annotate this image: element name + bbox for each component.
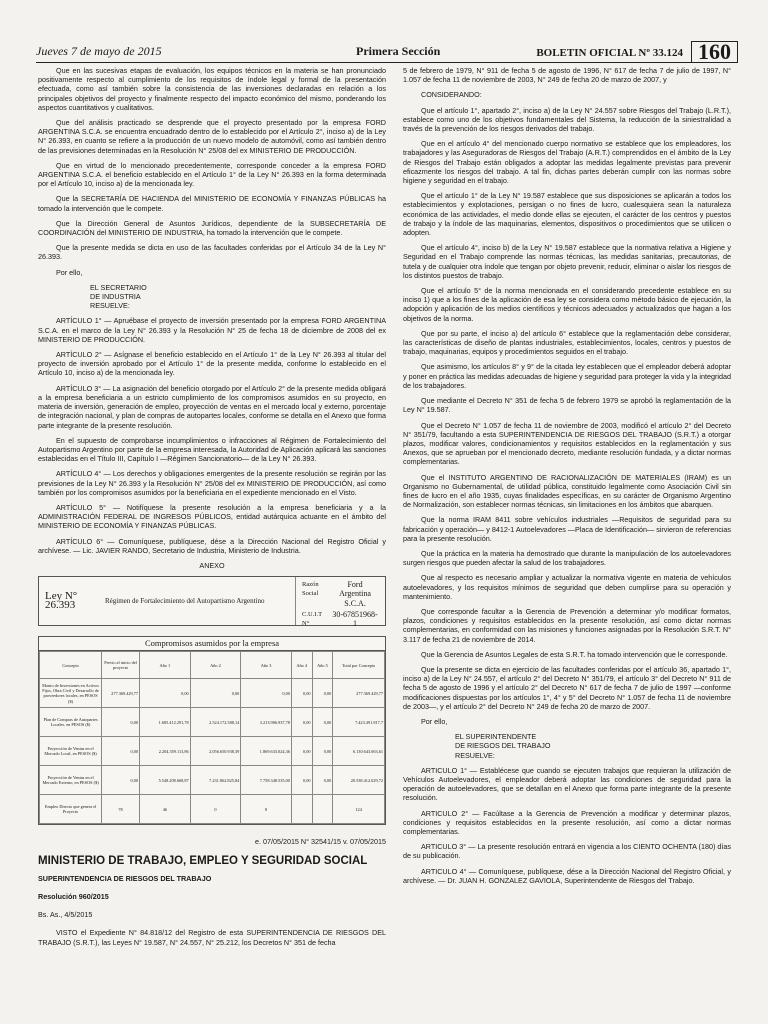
table-cell: 277.369.429,77	[102, 679, 140, 708]
paragraph: Por ello,	[421, 716, 448, 726]
table-header-row	[40, 652, 385, 679]
cuit-label: C.U.I.T N°	[302, 610, 322, 627]
razon-value: Ford Argentina S.C.A.	[339, 580, 371, 608]
page-header	[36, 40, 738, 63]
table-cell: Proyección de Ventas en el Mercado Externo, en PESOS ($)	[40, 766, 102, 795]
anexo-title: ANEXO	[199, 560, 225, 570]
table-cell: 0,00	[241, 679, 292, 708]
table-cell: Monto de Inversiones en Activos Fijos, Obra Civil y Desarrollo de proveedores locales, en PESOS ($)	[40, 679, 102, 708]
table-cell: 1.869.633.024,36	[241, 737, 292, 766]
article: ARTICULO 1° — Establécese que cuando se ejecuten trabajos que requieran la utilización de Vehículos Autoelevadores, el empleador deberá adoptar las condiciones de seguridad para la operación de autoelevadores, que se detallan en el Anexo que forma parte integrante de la presente resolución.	[403, 765, 731, 803]
table-cell: 7.423.491.817,7	[333, 708, 385, 737]
column-header: Total por Concepto	[333, 652, 385, 679]
table-cell: Proyección de Ventas en el Mercado Local, en PESOS ($)	[40, 737, 102, 766]
table-cell: 2.524.172.588,14	[190, 708, 241, 737]
table-cell: 0,00	[102, 708, 140, 737]
paragraph: Que asimismo, los artículos 8° y 9° de la citada ley establecen que el empleador deberá adoptar y poner en práctica las medidas adecuadas de higiene y seguridad para proteger la vida y la integridad de los trabajadores.	[403, 362, 731, 390]
paragraph: Que en las sucesivas etapas de evaluación, los equipos técnicos en la materia se han pronunciado positivamente respecto al cumplimiento de los requisitos de índole legal y formal de la presentación efectuada, como así también sobre la consistencia de las inversiones declaradas en relación a los principales objetivos del proyecto y finalmente respecto del impacto económico del mismo, ponderando los aspectos cuantitativos y cualitativos.	[38, 66, 386, 112]
considerando-heading: CONSIDERANDO:	[421, 90, 482, 100]
table-cell: 0,00	[312, 737, 333, 766]
table-cell: 0,00	[140, 679, 191, 708]
table-cell	[312, 795, 333, 824]
table-cell: 0,00	[312, 708, 333, 737]
article: ARTÍCULO 2° — Asígnase el beneficio establecido en el Artículo 1° de la Ley N° 26.393 al titular del proyecto de inversión aprobado por el Artículo 1° de la presente medida, conforme lo establecido en el Artículo 10, inciso a) de la mencionada ley.	[38, 350, 386, 378]
signature-line: DE INDUSTRIA	[90, 292, 141, 302]
publication-reference: e. 07/05/2015 N° 32541/15 v. 07/05/2015	[254, 837, 386, 847]
column-header: Concepto	[40, 652, 102, 679]
commitments-table	[38, 636, 386, 825]
table-cell: 0,00	[190, 679, 241, 708]
paragraph: VISTO el Expediente N° 84.818/12 del Registro de esta SUPERINTENDENCIA DE RIESGOS DEL TRABAJO (S.R.T.), las Leyes N° 19.587, N° 24.557, N° 25.212, los Decretos N° 351 de fecha	[38, 928, 386, 947]
table-cell: 1.685.412.291,78	[140, 708, 191, 737]
table-cell: Plan de Compras de Autopartes Locales, en PESOS ($)	[40, 708, 102, 737]
table-cell: 0,00	[291, 679, 312, 708]
table-cell: 0,00	[291, 737, 312, 766]
law-label: Ley N° 26.393	[45, 589, 78, 612]
paragraph: Que el artículo 1° de la Ley N° 19.587 establece que sus disposiciones se aplicarán a todos los establecimientos y explotaciones, persigan o no fines de lucro, cualesquiera sean la naturaleza económica de las actividades, el medio donde ellas se ejecuten, el carácter de los centros y puestos de trabajo y la índole de las maquinarias, elementos, dispositivos o procedimientos que se utilicen o adopten.	[403, 191, 731, 238]
signature-block	[455, 732, 731, 760]
paragraph: Que en el artículo 4° del mencionado cuerpo normativo se establece que los empleadores, los trabajadores y las Aseguradoras de Riesgos del Trabajo (A.R.T.) comprendidos en el ámbito de la Ley de Riesgos del Trabajo están obligados a adoptar las medidas legalmente previstas para prevenir eficazmente los riesgos del trabajo. A tal fin, dichas partes deberán cumplir con las normas sobre higiene y seguridad en el trabajo.	[403, 139, 731, 186]
paragraph: 5 de febrero de 1979, N° 911 de fecha 5 de agosto de 1996, N° 617 de fecha 7 de julio de 1997, N° 1.057 de fecha 11 de noviembre de 2003, N° 249 de fecha 20 de marzo de 2007, y	[403, 66, 731, 85]
header-date: Jueves 7 de mayo de 2015	[36, 44, 162, 58]
table-cell: Empleo Directo que genera el Proyecto	[40, 795, 102, 824]
table-cell: 2.204.359.113,86	[140, 737, 191, 766]
article: En el supuesto de comprobarse incumplimientos o infracciones al Régimen de Fortalecimiento del Autopartismo Argentino por parte de la empresa interesada, la Autoridad de Aplicación aplicará las sanciones establecidas en el Título III, Capítulo I —Régimen Sancionatorio— de la Ley N° 26.393.	[38, 435, 386, 464]
table-cell: 8	[241, 795, 292, 824]
article: ARTÍCULO 6° — Comuníquese, publíquese, dése a la Dirección Nacional del Registro Oficial y archívese. — Lic. JAVIER RANDO, Secretario de Industria, Ministerio de Industria.	[38, 536, 386, 555]
article: ARTICULO 2° — Facúltase a la Gerencia de Prevención a modificar y determinar plazos, condiciones y requisitos establecidos en la presente resolución, así como a dictar normas complementarias.	[403, 808, 731, 837]
table-cell: 0,00	[312, 766, 333, 795]
table-cell: 0,00	[102, 737, 140, 766]
article: ARTÍCULO 4° — Los derechos y obligaciones emergentes de la presente resolución se regirán por las previsiones de la Ley N° 26.393 y la Resolución N° 25/08 del ex MINISTERIO DE PRODUCCIÓN, así como también por los compromisos asumidos por la beneficiaria en el expediente mencionado en el Visto.	[38, 469, 386, 497]
paragraph: Que la norma IRAM 8411 sobre vehículos industriales —Requisitos de seguridad para su fabricación y operación— y 8412-1 Autoelevadores —Placa de Identificación— sirvieron de referencias para la presente resolución.	[403, 515, 731, 543]
table-cell: 0,00	[291, 708, 312, 737]
signature-block	[90, 283, 386, 311]
signature-line: EL SUPERINTENDENTE	[455, 732, 537, 742]
table-row	[40, 766, 385, 795]
signature-line: RESUELVE:	[90, 301, 130, 311]
header-section: Primera Sección	[356, 44, 441, 58]
article: ARTICULO 3° — La presente resolución entrará en vigencia a los CIENTO OCHENTA (180) días de su publicación.	[403, 842, 731, 861]
article: ARTICULO 4° — Comuníquese, publíquese, dése a la Dirección Nacional del Registro Oficial, y archívese. — Dr. JUAN H. GONZALEZ GAVIOLA, Superintendente de Riesgos del Trabajo.	[403, 866, 731, 885]
regime-label: Régimen de Fortalecimiento del Autopartismo Argentino	[105, 596, 265, 605]
table-cell: 0,00	[312, 679, 333, 708]
table-cell: 3.213.906.937,78	[241, 708, 292, 737]
resolution-number: Resolución 960/2015	[38, 891, 109, 901]
table-cell: 0,00	[291, 766, 312, 795]
paragraph: Que la SECRETARÍA DE HACIENDA del MINISTERIO DE ECONOMÍA Y FINANZAS PÚBLICAS ha tomado la intervención que le compete.	[38, 194, 386, 213]
article: ARTÍCULO 1° — Apruébase el proyecto de inversión presentado por la empresa FORD ARGENTINA S.C.A. en el marco de la Ley N° 26.393 y la Resolución N° 25 de fecha 18 de diciembre de 2008 del ex MINISTERIO DE PRODUCCIÓN.	[38, 316, 386, 344]
table-cell: 46	[140, 795, 191, 824]
table-cell: 78	[102, 795, 140, 824]
paragraph: Que por su parte, el inciso a) del artículo 6° establece que la reglamentación debe considerar, las características de diseño de plantas industriales, establecimientos, locales, centros y puestos de trabajo, maquinarias, equipos y procedimientos seguidos en el trabajo.	[403, 328, 731, 357]
paragraph: Que la práctica en la materia ha demostrado que durante la manipulación de los autoelevadores surgen riesgos que pueden afectar la salud de los trabajadores.	[403, 548, 731, 568]
left-column	[38, 66, 386, 953]
article: ARTÍCULO 5° — Notifíquese la presente resolución a la empresa beneficiaria y a la ADMINISTRACIÓN FEDERAL DE INGRESOS PÚBLICOS, entidad autárquica actuante en el ámbito del MINISTERIO DE ECONOMÍA Y FINANZAS PÚBLICAS.	[38, 502, 386, 531]
table-cell: 277.369.429,77	[333, 679, 385, 708]
paragraph: Que mediante el Decreto N° 351 de fecha 5 de febrero 1979 se aprobó la reglamentación de la Ley N° 19.587.	[403, 396, 731, 415]
paragraph: Que del análisis practicado se desprende que el proyecto presentado por la empresa FORD ARGENTINA S.C.A. se encuentra encuadrado dentro de lo establecido por el Artículo 2°, inciso a) de la Ley N° 26.393, en cuanto se refiere a la producción de un nuevo modelo de automóvil, como así también dentro de las previsiones determinadas en la Resolución N° 25/08 del ex MINISTERIO DE PRODUCCIÓN.	[38, 118, 386, 155]
table-cell	[291, 795, 312, 824]
table-cell: 0	[190, 795, 241, 824]
article: ARTÍCULO 3° — La asignación del beneficio otorgado por el Artículo 2° de la presente medida obligará a la empresa beneficiaria a un estricto cumplimiento de los compromisos asumidos en su proyecto, en materia de inversión, generación de empleo, proyección de ventas en el mercado local y externo, porcentaje de integración nacional, y plan de compras de autopartes locales, conforme se detalla en el Anexo que forma parte integrante de la presente resolución.	[38, 383, 386, 430]
table-cell: 20.538.412.029,72	[333, 766, 385, 795]
paragraph: Que el Decreto N° 1.057 de fecha 11 de noviembre de 2003, modificó el artículo 2° del Decreto N° 351/79, facultando a esta SUPERINTENDENCIA DE RIESGOS DEL TRABAJO (S.R.T.) a otorgar plazos, modificar valores, condicionamientos y requisitos establecidos en la reglamentación y sus Anexos, que se aprueban por el mencionado decreto, mediante resolución fundada, y a dictar normas complementarias.	[403, 420, 731, 467]
place-date: Bs. As., 4/5/2015	[38, 910, 93, 920]
paragraph: Que el artículo 4°, inciso b) de la Ley N° 19.587 establece que la normativa relativa a Higiene y Seguridad en el Trabajo comprende las normas técnicas, las medidas sanitarias, precautorias, de tutela y de cualquier otra índole que tengan por objeto prevenir, reducir, eliminar o aislar los riesgos de los distintos puestos de trabajo.	[403, 243, 731, 280]
cuit-value: 30-67851968-1	[332, 609, 378, 628]
page-number: 160	[691, 41, 738, 62]
paragraph: Que al respecto es necesario ampliar y actualizar la normativa vigente en materia de vehículos autoelevadores, y los requisitos mínimos de seguridad que deben cumplirse para su operación y mantenimiento.	[403, 573, 731, 601]
paragraph: Que el artículo 5° de la norma mencionada en el considerando precedente establece en su inciso 1) que a los fines de la aplicación de esa ley se considera como método básico de ejecución, la adopción y aplicación de los medios científicos y técnicos adecuados y actualizados que hagan a los objetivos de la norma.	[403, 286, 731, 323]
table-row	[40, 737, 385, 766]
table-cell: 124	[333, 795, 385, 824]
column-header: Año 1	[140, 652, 191, 679]
table-cell: 5.548.208.668,87	[140, 766, 191, 795]
table-row	[40, 795, 385, 824]
right-column	[403, 66, 731, 891]
signature-line: DE RIESGOS DEL TRABAJO	[455, 741, 551, 751]
paragraph: Que en virtud de lo mencionado precedentemente, corresponde conceder a la empresa FORD ARGENTINA S.C.A. el beneficio establecido en el Artículo 1° de la Ley N° 26.393 en la forma determinada por el Artículo 10, inciso a) de la mencionada ley.	[38, 160, 386, 189]
table-cell: 0,00	[102, 766, 140, 795]
column-header: Previo al inicio del proyecto	[102, 652, 140, 679]
column-header: Año 4	[291, 652, 312, 679]
table-cell: 2.056.650.938,39	[190, 737, 241, 766]
signature-line: RESUELVE:	[455, 750, 495, 760]
ministry-title: MINISTERIO DE TRABAJO, EMPLEO Y SEGURIDAD SOCIAL	[38, 854, 368, 867]
paragraph: Que el INSTITUTO ARGENTINO DE RACIONALIZACIÓN DE MATERIALES (IRAM) es un Organismo no Gubernamental, de utilidad pública, constituido legalmente como Asociación Civil sin fines de lucro en el año 1935, cuyas finalidades específicas, en su carácter de Organismo Argentino de Normalización, son establecer normas técnicas, sin limitaciones en los ámbitos que abarquen.	[403, 472, 731, 510]
paragraph: Que corresponde facultar a la Gerencia de Prevención a determinar y/o modificar formatos, plazos, condiciones y requisitos establecidos en la presente resolución, así como dictar normas complementarias, en conformidad con las misiones y funciones asignadas por la Resolución S.R.T. N° 3.117 de fecha 21 de noviembre de 2014.	[403, 606, 731, 644]
header-bulletin: BOLETIN OFICIAL Nº 33.124	[536, 47, 683, 59]
agency-title: SUPERINTENDENCIA DE RIESGOS DEL TRABAJO	[38, 873, 212, 883]
column-header: Año 3	[241, 652, 292, 679]
anexo-header-box	[38, 576, 386, 626]
table-cell: 6.130.643.063,61	[333, 737, 385, 766]
table-title: Compromisos asumidos por la empresa	[39, 637, 385, 651]
table-row	[40, 679, 385, 708]
table-cell: 7.231.862.825,84	[190, 766, 241, 795]
paragraph: Que el artículo 1°, apartado 2°, inciso a) de la Ley N° 24.557 sobre Riesgos del Trabajo (L.R.T.), establece como uno de los objetivos fundamentales del Sistema, la reducción de la siniestralidad a través de la prevención de los riesgos derivados del trabajo.	[403, 105, 731, 134]
paragraph: Que la presente medida se dicta en uso de las facultades conferidas por el Artículo 34 de la Ley N° 26.393.	[38, 243, 386, 262]
signature-line: EL SECRETARIO	[90, 282, 147, 292]
table-row	[40, 708, 385, 737]
table-cell: 7.758.348.535,00	[241, 766, 292, 795]
paragraph: Que la Dirección General de Asuntos Jurídicos, dependiente de la SUBSECRETARÍA DE COORDINACIÓN del MINISTERIO DE INDUSTRIA, ha tomado la intervención que le compete.	[38, 218, 386, 238]
company-info	[295, 577, 385, 628]
razon-label: Razón Social	[302, 581, 319, 598]
column-header: Año 5	[312, 652, 333, 679]
paragraph: Que la Gerencia de Asuntos Legales de esta S.R.T. ha tomado intervención que le corresponde.	[421, 649, 728, 659]
paragraph: Que la presente se dicta en ejercicio de las facultades conferidas por el artículo 36, apartado 1°, inciso a) de la Ley N° 24.557, el artículo 2° del Decreto N° 351/79, el artículo 3° del Decreto N° 911 de fecha 5 de agosto de 1996 y el artículo 2° del Decreto N° 617 de fecha 7 de julio de 1997 —conforme modificaciones dispuestas por los artículos 1°, 4° y 5° del Decreto N° 1.057 de fecha 11 de noviembre de 2003—, y el artículo 2° del Decreto N° 249 de fecha 20 de marzo de 2007.	[403, 664, 731, 711]
column-header: Año 2	[190, 652, 241, 679]
paragraph: Por ello,	[56, 267, 83, 277]
